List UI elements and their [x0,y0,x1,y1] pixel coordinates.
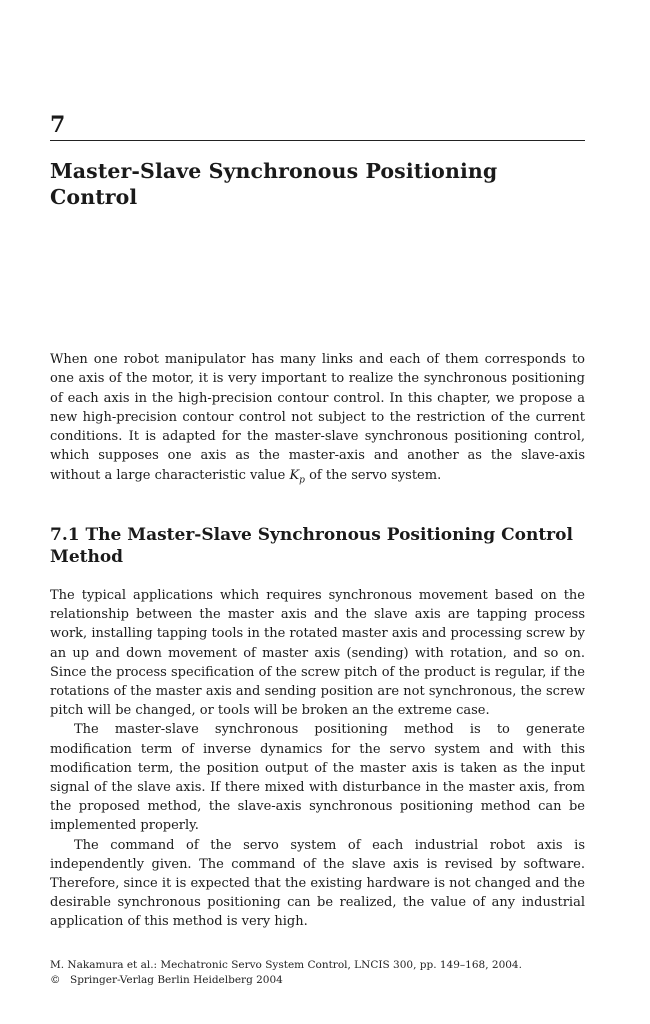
kp-subscript: p [299,475,305,486]
footer-citation: M. Nakamura et al.: Mechatronic Servo System Control, LNCIS 300, pp. 149–168, 2004. [50,959,522,971]
chapter-abstract [50,350,585,491]
chapter-title: Master-Slave Synchronous Positioning Control [50,159,498,209]
kp-symbol: $K_p$ [289,467,305,486]
chapter-number: 7 [50,112,66,138]
footer [50,958,585,988]
section-title: The Master-Slave Synchronous Positioning Control Method [50,525,573,567]
paragraph-3: The command of the servo system of each industrial robot axis is independently given. The command of the slave axis is revised by software. Therefore, since it is expected that the existing hardware is not changed and the desirable synchronous positioning can be realized, the value of any industrial application of this method is very high. [50,837,585,930]
abstract-text-end: of the servo system. [304,467,442,483]
section-body [50,586,585,932]
section-number: 7.1 [50,525,80,545]
copyright-icon: © [50,974,61,986]
paragraph-2: The master-slave synchronous positioning method is to generate modification term of inverse dynamics for the servo system and with this modification term, the position output of the master axis is taken as the input signal of the slave axis. If there mixed with disturbance in the master axis, from the proposed method, the slave-axis synchronous positioning method can be implemented properly. [50,722,585,834]
paragraph-1: The typical applications which requires synchronous movement based on the relationship between the master axis and the slave axis are tapping process work, installing tapping tools in the rotated master axis and processing screw by an up and down movement of master axis (sending) with rotation, and so on. Since the process specification of the screw pitch of the product is regular, if the rotations of the master axis and sending position are not synchronous, the screw pitch will be changed, or tools will be broken an the extreme case. [50,588,585,719]
footer-publisher: Springer-Verlag Berlin Heidelberg 2004 [70,974,283,986]
footer-copyright [50,973,585,988]
chapter-divider [50,140,585,141]
section-heading [50,524,585,568]
abstract-text-start: When one robot manipulator has many links and each of them corresponds to one axis of the motor, it is very important to realize the synchronous positioning of each axis in the high-precision contour control. In this chapter, we propose a new high-precision contour control not subject to the restriction of the current conditions. It is adapted for the master-slave synchronous positioning control, which supposes one axis as the master-axis and another as the slave-axis without a large characteristic value [50,352,585,483]
